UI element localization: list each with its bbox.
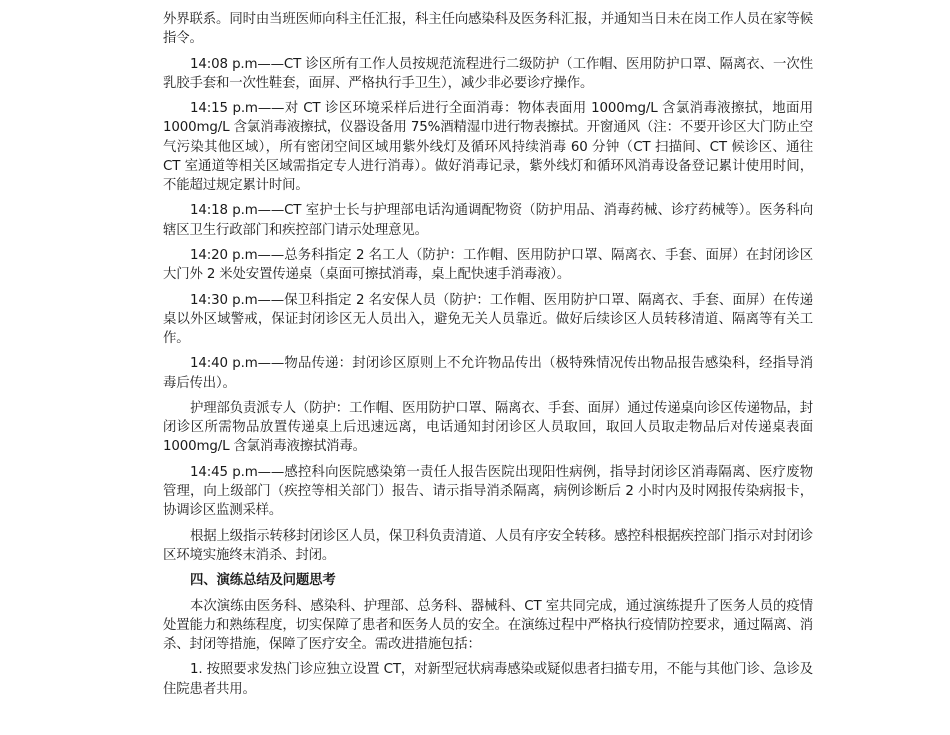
paragraph-summary: 本次演练由医务科、感染科、护理部、总务科、器械科、CT 室共同完成，通过演练提升了医务人员的疫情处置能力和熟练程度，切实保障了患者和医务人员的安全。在演练过程中严格执行疫情防控要求，通过隔离、消杀、封闭等措施，保障了医疗安全。需改进措施包括： (163, 598, 813, 652)
paragraph-1430: 14:30 p.m——保卫科指定 2 名安保人员（防护：工作帽、医用防护口罩、隔离衣、手套、面屏）在传递桌以外区域警戒，保证封闭诊区无人员出入，避免无关人员靠近。做好后续诊区人员转移清道、隔离等有关工作。 (163, 292, 813, 346)
paragraph-1445: 14:45 p.m——感控科向医院感染第一责任人报告医院出现阳性病例，指导封闭诊区消毒隔离、医疗废物管理，向上级部门（疾控等相关部门）报告、请示指导消杀隔离，病例诊断后 2 小时内及时网报传染病报卡，协调诊区监测采样。 (163, 464, 813, 519)
paragraph-1440: 14:40 p.m——物品传递：封闭诊区原则上不允许物品传出（极特殊情况传出物品报告感染科，经指导消毒后传出）。 (163, 356, 813, 391)
paragraph-transfer-personnel: 根据上级指示转移封闭诊区人员，保卫科负责清道、人员有序安全转移。感控科根据疾控部门指示对封闭诊区环境实施终末消杀、封闭。 (163, 528, 813, 563)
paragraph-intro: 外界联系。同时由当班医师向科主任汇报，科主任向感染科及医务科汇报，并通知当日未在岗工作人员在家等候指令。 (163, 12, 813, 47)
paragraph-1418: 14:18 p.m——CT 室护士长与护理部电话沟通调配物资（防护用品、消毒药械、诊疗药械等）。医务科向辖区卫生行政部门和疾控部门请示处理意见。 (163, 203, 813, 238)
paragraph-nursing-transfer: 护理部负责派专人（防护：工作帽、医用防护口罩、隔离衣、手套、面屏）通过传递桌向诊区传递物品，封闭诊区所需物品放置传递桌上后迅速远离，电话通知封闭诊区人员取回，取回人员取走物品后对传递桌表面 1000mg/L 含氯消毒液擦拭消毒。 (163, 400, 813, 455)
paragraph-1408: 14:08 p.m——CT 诊区所有工作人员按规范流程进行二级防护（工作帽、医用防护口罩、隔离衣、一次性乳胶手套和一次性鞋套，面屏、严格执行手卫生），减少非必要诊疗操作。 (163, 56, 813, 91)
section-heading: 四、演练总结及问题思考 (190, 573, 336, 589)
document-page (163, 10, 813, 705)
paragraph-1420: 14:20 p.m——总务科指定 2 名工人（防护：工作帽、医用防护口罩、隔离衣、手套、面屏）在封闭诊区大门外 2 米处安置传递桌（桌面可擦拭消毒，桌上配快速手消毒液）。 (163, 247, 813, 283)
paragraph-improvement-1: 1. 按照要求发热门诊应独立设置 CT，对新型冠状病毒感染或疑似患者扫描专用，不能与其他门诊、急诊及住院患者共用。 (163, 662, 813, 697)
paragraph-1415: 14:15 p.m——对 CT 诊区环境采样后进行全面消毒：物体表面用 1000mg/L 含氯消毒液擦拭，地面用 1000mg/L 含氯消毒液擦拭，仪器设备用 75%酒精湿巾进行物表擦拭。开窗通风（注：不要开诊区大门防止空气污染其他区域），所有密闭空间区域用紫外线灯及循环风持续消毒 60 分钟（CT 扫描间、CT 候诊区、通往 CT 室通道等相关区域需指定专人进行消毒）。做好消毒记录，紫外线灯和循环风消毒设备登记累计使用时间，不能超过规定累计时间。 (163, 101, 813, 193)
